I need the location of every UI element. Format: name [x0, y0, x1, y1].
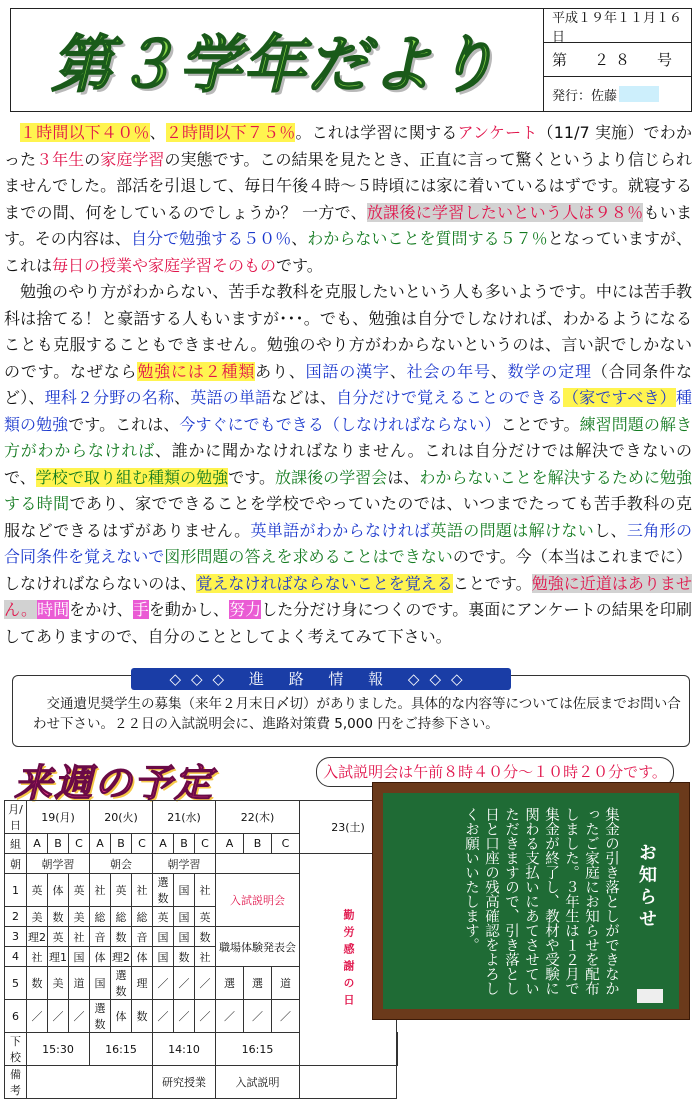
row-label: 6 — [5, 1000, 27, 1033]
article-segment: 放課後に学習したいという人は９８％ — [366, 202, 644, 222]
period-cell: 英 — [69, 874, 90, 907]
issue-number: 第 ２８ 号 — [544, 43, 692, 77]
chalkboard — [383, 793, 679, 1009]
career-info-box — [12, 670, 690, 747]
article-segment: 手 — [132, 600, 149, 619]
article-segment: 国語の漢字 — [305, 361, 390, 381]
article-segment: であり、家でできることを学校でやっていたのでは、いつまでたっても苦手教科の克服などできるはずがありません。 — [4, 494, 692, 540]
period-cell: 体 — [132, 947, 153, 967]
day-header: 23(土) — [300, 801, 397, 854]
article-segment: 、 — [389, 361, 407, 381]
class-header: C — [132, 834, 153, 854]
article-segment: （家ですべき） — [562, 388, 676, 407]
article-segment: 、 — [149, 123, 166, 142]
entrance-session-callout: 入試説明会は午前８時４０分～１０時２０分です。 — [316, 757, 674, 787]
publisher-line — [544, 77, 692, 111]
period-cell: 英 — [27, 874, 48, 907]
period-cell: 道 — [69, 967, 90, 1000]
day-header: 20(火) — [90, 801, 153, 834]
period-cell: 音 — [90, 927, 111, 947]
notice-title: お知らせ — [636, 843, 657, 931]
empty-cell — [27, 1066, 153, 1099]
newsletter-header — [10, 8, 692, 112]
period-cell: 選数 — [90, 1000, 111, 1033]
article-segment: 勉強には２種類 — [137, 361, 256, 381]
period-cell: 国 — [153, 947, 174, 967]
period-cell: 道 — [272, 967, 300, 1000]
schedule-note: 研究授業 — [153, 1066, 216, 1099]
newsletter-title: 第３学年だより — [51, 28, 500, 101]
period-cell: 国 — [174, 927, 195, 947]
class-header: C — [69, 834, 90, 854]
chalk-eraser-icon — [637, 989, 663, 1003]
period-cell: ／ — [174, 967, 195, 1000]
period-cell: ／ — [27, 1000, 48, 1033]
period-cell: 国 — [174, 874, 195, 907]
period-cell: ／ — [195, 1000, 216, 1033]
class-header: B — [174, 834, 195, 854]
class-header: C — [272, 834, 300, 854]
period-cell: ／ — [48, 1000, 69, 1033]
empty-cell — [216, 854, 300, 874]
row-label: 組 — [5, 834, 27, 854]
period-cell: 数 — [27, 967, 48, 1000]
period-cell: 社 — [69, 927, 90, 947]
row-label: 5 — [5, 967, 27, 1000]
morning-activity: 朝学習 — [27, 854, 90, 874]
period-cell: 国 — [153, 927, 174, 947]
class-header: A — [216, 834, 244, 854]
holiday-note: 勤労感謝の日 — [300, 854, 397, 1066]
row-label: 下校 — [5, 1033, 27, 1066]
period-cell: 体 — [90, 947, 111, 967]
article-segment: 、 — [490, 361, 508, 381]
article-paragraph-2 — [4, 279, 692, 650]
period-cell: 社 — [195, 947, 216, 967]
article-segment: 、 — [174, 388, 191, 407]
article-segment: の実態です。この結果を見たとき、正直に言って驚くというより信じられませんでした。部活を引退して、毎日午後４時～５時頃には家に着いているはずです。就寝するまでの間、何をしているのでしょうか？ 一方で、 — [4, 149, 692, 222]
period-cell: 英 — [48, 927, 69, 947]
row-label: 3 — [5, 927, 27, 947]
dismissal-time: 15:30 — [27, 1033, 90, 1066]
article-segment: です。 — [276, 255, 323, 275]
period-cell: 数 — [195, 927, 216, 947]
article-segment: した分だけ身につくのです。裏面にアンケートの結果を印刷してありますので、自分のこととしてよく考えてみて下さい。 — [4, 600, 692, 646]
notice-text: 集金の引き落としができなかったご家庭にお知らせを配布しました。３年生は１２月で集金が終了し、教材や受験に関わる支払いにあてさせていただきますので、引き落とし日と口座の残高確認をよろしくお願いいたします。 — [463, 807, 619, 996]
period-cell: 理1 — [48, 947, 69, 967]
morning-activity: 朝学習 — [153, 854, 216, 874]
empty-cell — [300, 1066, 397, 1099]
period-cell: 理2 — [111, 947, 132, 967]
period-cell: ／ — [195, 967, 216, 1000]
article-segment: わからないことを解決するために勉強する時間 — [4, 467, 692, 513]
redaction-mask — [619, 86, 659, 102]
article-segment: 英単語がわからなければ — [250, 520, 431, 540]
dismissal-time: 16:15 — [216, 1033, 300, 1066]
article-segment: 理科２分野の名称 — [44, 388, 175, 407]
dismissal-time: 16:15 — [90, 1033, 153, 1066]
class-header: C — [195, 834, 216, 854]
article-segment: 毎日の授業や家庭学習そのもの — [52, 255, 277, 275]
article-segment: となっていますが、これは — [4, 229, 692, 275]
row-label: 朝 — [5, 854, 27, 874]
period-cell: ／ — [69, 1000, 90, 1033]
period-cell: 数 — [48, 907, 69, 927]
class-header: A — [90, 834, 111, 854]
issue-date: 平成１９年１１月１６日 — [544, 9, 692, 43]
article-segment: のです。今（本当はこれまでに）しなければならないのは、 — [4, 547, 692, 593]
period-cell: 総 — [132, 907, 153, 927]
article-segment: あり、 — [255, 361, 306, 381]
period-cell: ／ — [153, 967, 174, 1000]
class-header: A — [27, 834, 48, 854]
period-cell: ／ — [153, 1000, 174, 1033]
article-segment: １時間以下４０％ — [20, 123, 150, 142]
schedule-note: 入試説明 — [216, 1066, 300, 1099]
period-cell: 数 — [174, 947, 195, 967]
article-segment: 図形問題の答えを求めることはできない — [164, 547, 453, 566]
article-segment: ことです。 — [500, 414, 580, 434]
day-header: 21(水) — [153, 801, 216, 834]
article-segment: 自分で勉強する５０％ — [130, 229, 292, 248]
period-cell: 理 — [132, 967, 153, 1000]
period-cell: 体 — [111, 1000, 132, 1033]
article-segment: 、 — [291, 229, 308, 248]
article-segment: 放課後の学習会 — [275, 467, 388, 487]
article-segment: もいます。その内容は、 — [4, 202, 692, 248]
article-segment: 自分だけで覚えることのできる — [336, 388, 563, 407]
article-segment: は、 — [387, 467, 420, 487]
class-header: B — [111, 834, 132, 854]
row-label: 月/日 — [5, 801, 27, 834]
period-cell: 国 — [90, 967, 111, 1000]
article-segment: 、誰かに聞かなければなりません。これは自分だけでは解決できないので、 — [4, 441, 692, 487]
article-segment: ３年生 — [36, 149, 85, 169]
career-info-text: 交通遺児奨学生の募集（来年２月末日〆切）がありました。具体的な内容等については佐辰までお問い合わせ下さい。２２日の入試説明会に、進路対策費 5,000 円をご持参下さい。 — [33, 696, 681, 732]
publisher: 発行：佐藤 — [552, 88, 618, 104]
article-segment: 練習問題の解き方がわからなければ — [4, 414, 692, 460]
period-cell: 体 — [48, 874, 69, 907]
period-cell: 社 — [132, 874, 153, 907]
article-segment: 三角形の合同条件を覚えないで — [4, 520, 692, 566]
period-cell: 美 — [48, 967, 69, 1000]
morning-activity: 朝会 — [90, 854, 153, 874]
entrance-session-cell: 入試説明会 — [216, 874, 300, 927]
article-segment: の — [84, 149, 101, 169]
period-cell: 総 — [111, 907, 132, 927]
period-cell: 選 — [244, 967, 272, 1000]
article-segment: を動かし、 — [148, 600, 230, 619]
day-header: 22(木) — [216, 801, 300, 834]
article-segment: アンケート — [457, 123, 538, 142]
row-label: 1 — [5, 874, 27, 907]
weekly-schedule-table — [4, 800, 398, 1099]
article-paragraph-1 — [4, 120, 692, 279]
next-week-title: 来週の予定 — [14, 761, 215, 805]
row-label: 4 — [5, 947, 27, 967]
article-segment: 勉強のやり方がわからない、苦手な教科を克服したいという人も多いようです。中には苦手教科は捨てる！と豪語する人もいますが･･･。でも、勉強は自分でしなければ、わかるようになることも克服することもできません。勉強のやり方がわからないというのは、言い訳でしかないのです。なぜなら — [4, 282, 692, 381]
notice-board — [372, 782, 690, 1020]
period-cell: 選数 — [111, 967, 132, 1000]
period-cell: ／ — [216, 1000, 244, 1033]
period-cell: 美 — [69, 907, 90, 927]
article-segment: 勉強に近道はありません。 — [4, 573, 692, 619]
period-cell: ／ — [244, 1000, 272, 1033]
article-body — [4, 120, 692, 650]
class-header: B — [244, 834, 272, 854]
period-cell: 国 — [174, 907, 195, 927]
class-header: B — [48, 834, 69, 854]
period-cell: 国 — [69, 947, 90, 967]
period-cell: 数 — [132, 1000, 153, 1033]
article-segment: （合同条件など）、 — [4, 361, 692, 407]
period-cell: 総 — [90, 907, 111, 927]
period-cell: 美 — [27, 907, 48, 927]
career-info-title: ◇◇◇ 進 路 情 報 ◇◇◇ — [131, 668, 511, 690]
article-segment: です。 — [228, 467, 276, 487]
article-segment: （11/7 実施）でわかった — [4, 123, 692, 169]
period-cell: 英 — [195, 907, 216, 927]
header-info-box — [543, 9, 692, 111]
period-cell: 社 — [90, 874, 111, 907]
day-header: 19(月) — [27, 801, 90, 834]
empty-cell — [397, 1033, 398, 1066]
period-cell: 理2 — [27, 927, 48, 947]
article-segment: 努力 — [229, 600, 262, 619]
period-cell: 選数 — [153, 874, 174, 907]
article-segment: 時間 — [37, 600, 70, 619]
dismissal-time: 14:10 — [153, 1033, 216, 1066]
class-header: A — [153, 834, 174, 854]
period-cell: 社 — [27, 947, 48, 967]
article-segment: ２時間以下７５％ — [165, 123, 296, 142]
article-segment: です。これは、 — [68, 414, 180, 434]
period-cell: 英 — [153, 907, 174, 927]
period-cell: ／ — [174, 1000, 195, 1033]
article-segment: 社会の年号 — [406, 361, 491, 381]
article-segment: 学校で取り組む種類の勉強 — [35, 467, 229, 487]
article-segment: 覚えなければならないことを覚える — [196, 573, 453, 593]
article-segment: 。これは学習に関する — [295, 123, 458, 142]
article-segment: 種類の勉強 — [4, 388, 692, 434]
period-cell: 英 — [111, 874, 132, 907]
workplace-presentation-cell: 職場体験発表会 — [216, 927, 300, 967]
period-cell: 選 — [216, 967, 244, 1000]
article-segment: 数学の定理 — [507, 361, 592, 381]
article-segment: などは、 — [271, 388, 337, 407]
period-cell: 音 — [132, 927, 153, 947]
article-segment: 英語の問題は解けない — [430, 520, 595, 540]
article-segment: わからないことを質問する５７％ — [307, 229, 548, 248]
row-label: 2 — [5, 907, 27, 927]
article-segment: ことです。 — [452, 573, 532, 593]
period-cell: 数 — [111, 927, 132, 947]
row-label: 備考 — [5, 1066, 27, 1099]
article-segment: 英語の単語 — [190, 388, 272, 407]
article-segment: し、 — [594, 520, 627, 540]
article-segment: をかけ、 — [69, 600, 133, 619]
article-segment: 今すぐにでもできる（しなければならない） — [179, 414, 501, 434]
article-segment: 家庭学習 — [100, 149, 165, 169]
period-cell: 社 — [195, 874, 216, 907]
period-cell: ／ — [272, 1000, 300, 1033]
